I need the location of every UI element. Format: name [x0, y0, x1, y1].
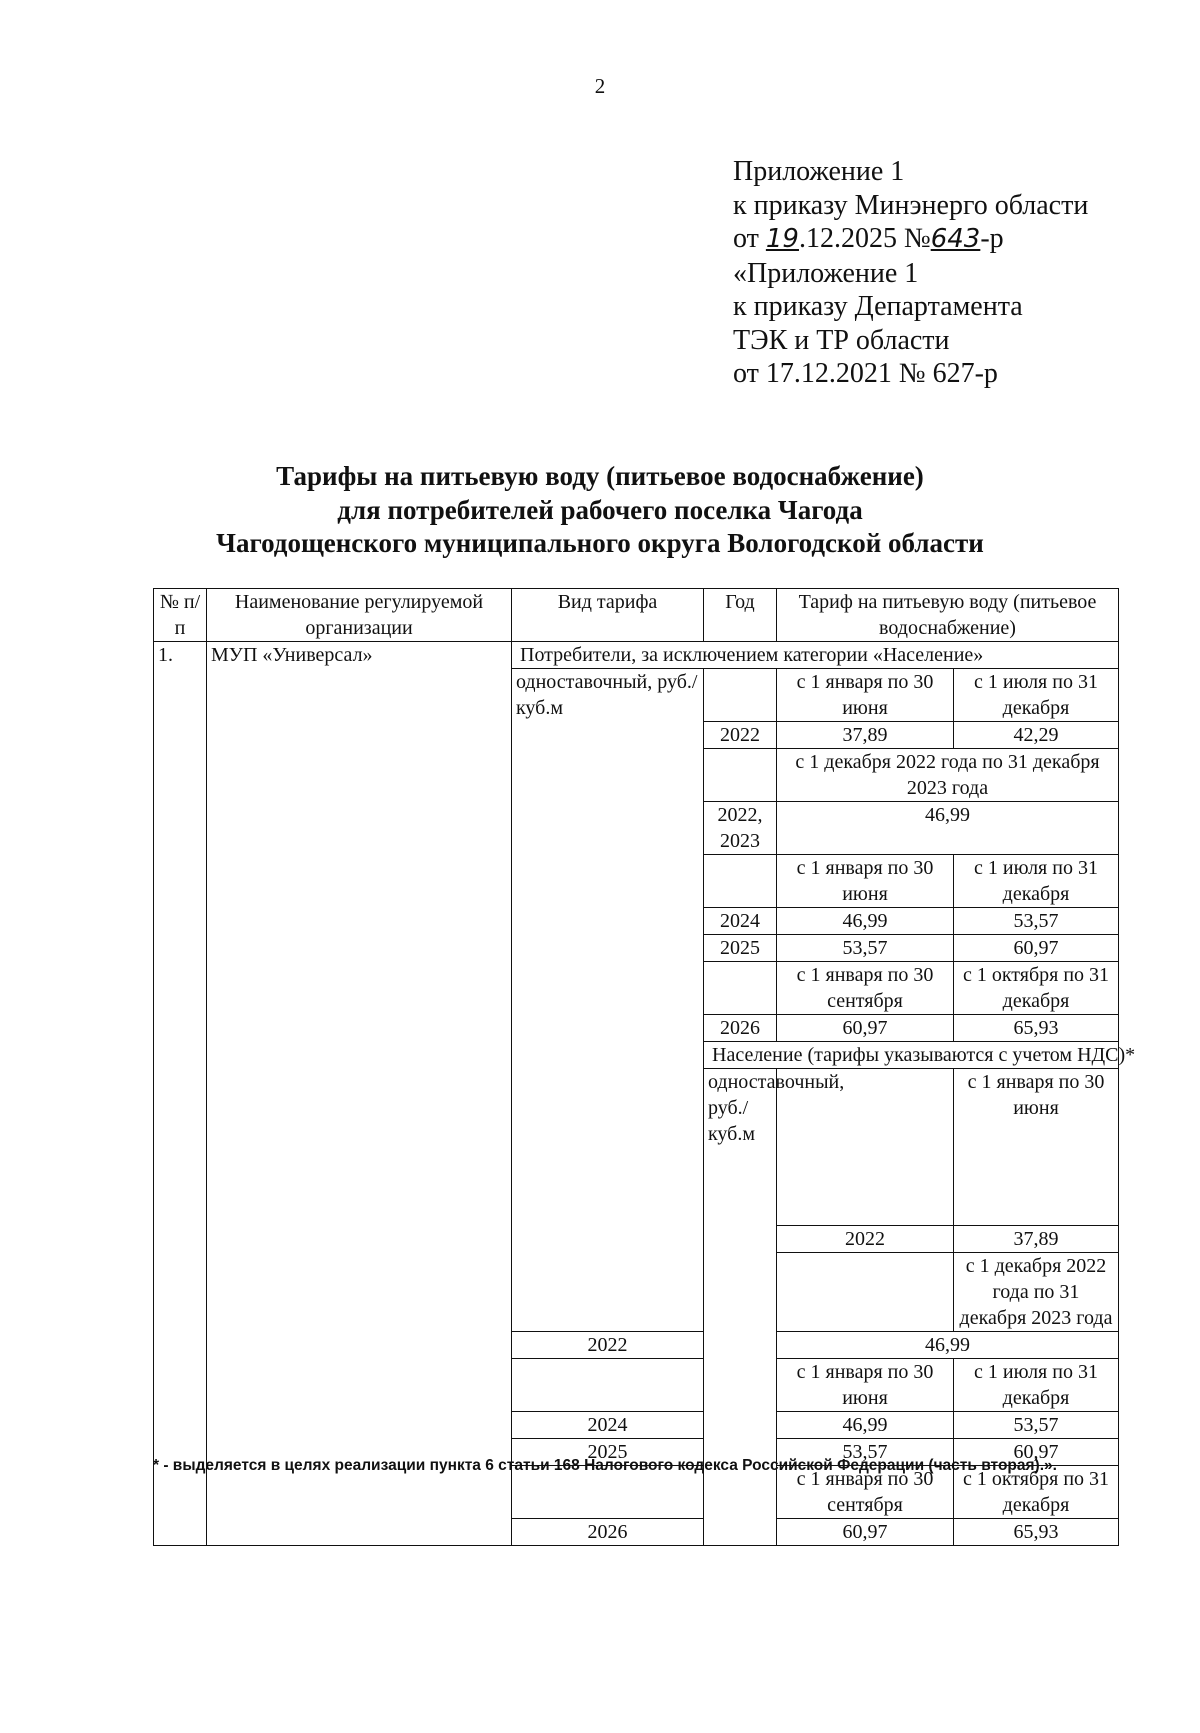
- appendix-order-line: [733, 222, 1088, 257]
- year-cell: 2026: [704, 1015, 777, 1042]
- period-cell: с 1 октября по 31 декабря: [954, 962, 1119, 1015]
- value-cell: 53,57: [777, 935, 954, 962]
- period-cell: с 1 октября по 31 декабря: [954, 1466, 1119, 1519]
- period-cell: с 1 января по 30 сентября: [777, 1466, 954, 1519]
- year-cell: 2026: [512, 1519, 704, 1546]
- year-cell: 2022, 2023: [704, 802, 777, 855]
- period-cell: с 1 января по 30 июня: [777, 855, 954, 908]
- period-cell: с 1 июля по 31 декабря: [954, 669, 1119, 722]
- table-header-row: [154, 589, 1119, 642]
- appendix-text: .12.2025 №: [798, 223, 931, 254]
- appendix-text: от: [733, 223, 766, 254]
- header-num: № п/п: [154, 589, 207, 642]
- value-cell: 46,99: [777, 1332, 1119, 1359]
- period-cell: с 1 декабря 2022 года по 31 декабря 2023 года: [954, 1253, 1119, 1332]
- page-number: 2: [594, 74, 606, 98]
- value-cell: 53,57: [777, 1439, 954, 1466]
- value-cell: 53,57: [954, 1412, 1119, 1439]
- year-cell: [704, 749, 777, 802]
- value-cell: 46,99: [777, 908, 954, 935]
- tariff-table: [153, 588, 1136, 1546]
- category-label: Потребители, за исключением категории «Население»: [512, 642, 1119, 669]
- value-cell: 37,89: [777, 722, 954, 749]
- appendix-block: [733, 155, 1088, 391]
- year-cell: 2024: [704, 908, 777, 935]
- year-cell: 2025: [704, 935, 777, 962]
- value-cell: 53,57: [954, 908, 1119, 935]
- year-cell: 2024: [512, 1412, 704, 1439]
- appendix-text: -р: [980, 223, 1004, 254]
- period-cell: с 1 января по 30 июня: [777, 669, 954, 722]
- value-cell: 60,97: [777, 1015, 954, 1042]
- appendix-line: от 17.12.2021 № 627-р: [733, 358, 998, 389]
- period-cell: с 1 июля по 31 декабря: [954, 855, 1119, 908]
- value-cell: 65,93: [954, 1519, 1119, 1546]
- row-number: 1.: [154, 642, 207, 1546]
- period-cell: с 1 января по 30 июня: [954, 1069, 1119, 1226]
- header-org: Наименование регулируемой организации: [207, 589, 512, 642]
- year-cell: [777, 1253, 954, 1332]
- document-title: [0, 460, 1200, 561]
- handwritten-number: 643: [930, 224, 981, 254]
- footnote: * - выделяется в целях реализации пункта 6 статьи 168 Налогового кодекса Российской Федерации (часть вторая).».: [153, 1457, 1057, 1474]
- table-row: [154, 642, 1119, 669]
- year-cell: [704, 962, 777, 1015]
- year-cell: [704, 855, 777, 908]
- value-cell: 46,99: [777, 802, 1119, 855]
- year-cell: [512, 1359, 704, 1412]
- value-cell: 37,89: [954, 1226, 1119, 1253]
- header-type: Вид тарифа: [512, 589, 704, 642]
- value-cell: 60,97: [954, 1439, 1119, 1466]
- title-line: для потребителей рабочего поселка Чагода: [337, 494, 863, 525]
- year-cell: 2022: [704, 722, 777, 749]
- appendix-line: к приказу Минэнерго области: [733, 189, 1089, 221]
- period-cell: с 1 декабря 2022 года по 31 декабря 2023 года: [777, 749, 1119, 802]
- year-cell: 2025: [512, 1439, 704, 1466]
- year-cell: 2022: [777, 1226, 954, 1253]
- header-tariff: Тариф на питьевую воду (питьевое водоснабжение): [777, 589, 1119, 642]
- value-cell: 42,29: [954, 722, 1119, 749]
- value-cell: 60,97: [777, 1519, 954, 1546]
- period-cell: с 1 января по 30 июня: [777, 1359, 954, 1412]
- tariff-type: одноставочный, руб./куб.м: [512, 669, 704, 1332]
- period-cell: с 1 января по 30 сентября: [777, 962, 954, 1015]
- tariff-type: одноставочный, руб./куб.м: [704, 1069, 777, 1546]
- category-label: Население (тарифы указываются с учетом НДС)*: [704, 1042, 1119, 1069]
- value-cell: 65,93: [954, 1015, 1119, 1042]
- value-cell: 60,97: [954, 935, 1119, 962]
- title-line: Чагодощенского муниципального округа Вологодской области: [216, 528, 984, 558]
- handwritten-day: 19: [765, 224, 799, 254]
- appendix-line: к приказу Департамента: [733, 291, 1023, 322]
- value-cell: 46,99: [777, 1412, 954, 1439]
- appendix-line: Приложение 1: [733, 156, 905, 187]
- period-cell: с 1 июля по 31 декабря: [954, 1359, 1119, 1412]
- title-line: Тарифы на питьевую воду (питьевое водоснабжение): [276, 461, 924, 491]
- appendix-line: «Приложение 1: [733, 257, 919, 289]
- year-cell: [704, 669, 777, 722]
- header-year: Год: [704, 589, 777, 642]
- organization-name: МУП «Универсал»: [207, 642, 512, 1546]
- year-cell: 2022: [512, 1332, 704, 1359]
- appendix-line: ТЭК и ТР области: [733, 324, 950, 356]
